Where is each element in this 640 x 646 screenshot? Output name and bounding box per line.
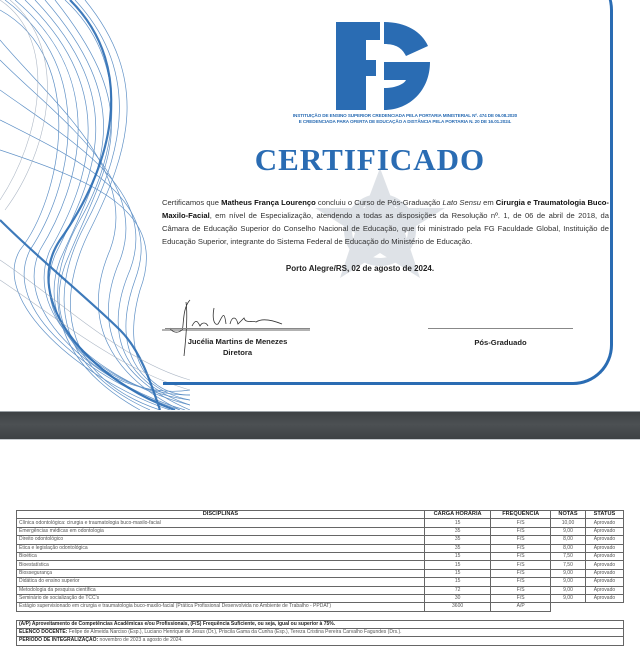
discipline-name: Bioestatística <box>17 561 425 569</box>
frequency: F/S <box>491 569 551 577</box>
director-role: Diretora <box>222 348 253 357</box>
table-row <box>17 569 624 577</box>
discipline-name: Bioética <box>17 552 425 560</box>
student-name: Matheus França Lourenço <box>221 198 316 207</box>
lato-sensu: Lato Sensu <box>442 198 481 207</box>
practice-row <box>17 603 624 611</box>
header-disciplinas: DISCIPLINAS <box>17 511 425 519</box>
header-carga-horaria: CARGA HORÁRIA <box>424 511 490 519</box>
table-row <box>17 594 624 602</box>
frequency: F/S <box>491 527 551 535</box>
table-row <box>17 536 624 544</box>
discipline-name: Metodologia da pesquisa científica <box>17 586 425 594</box>
legend-text: (A/P) Aproveitamento de Competências Acadêmicas e/ou Profissionais, (F/S) Frequência Suficiente, ou seja, igual ou superior à 75%. <box>19 621 336 627</box>
discipline-name: Biossegurança <box>17 569 425 577</box>
period-label: PERÍODO DE INTEGRALIZAÇÃO: <box>19 637 99 644</box>
status: Aprovado <box>585 527 623 535</box>
discipline-name: Ética e legislação odontológica <box>17 544 425 552</box>
status: Aprovado <box>585 586 623 594</box>
period-value: novembro de 2023 a agosto de 2024. <box>98 637 183 644</box>
graduate-label: Pós-Graduado <box>474 338 527 347</box>
accreditation-text <box>255 113 555 125</box>
table-row <box>17 578 624 586</box>
faculty-list: Felipe de Almeida Narciso (Esp.), Luciano Henrique de Jesus (Dr.), Priscila Gama da Cunha (Esp.), Tereza Cristina Pereira Carvalho Fagundes (Drs.). <box>67 629 402 636</box>
grade: 9,00 <box>551 586 586 594</box>
table-header-row <box>17 511 624 519</box>
faculty-note <box>16 629 624 637</box>
faculty-label: ELENCO DOCENTE: <box>19 629 68 636</box>
table-row <box>17 544 624 552</box>
transcript-table <box>16 510 624 612</box>
grade: 7,50 <box>551 561 586 569</box>
practice-name: Estágio supervisionado em cirurgia e traumatologia buco-maxilo-facial (Prática Profissional Desenvolvida no Ambiente de Trabalho - PPDAT) <box>17 603 425 611</box>
body-text-3: em <box>480 198 496 207</box>
header-status: STATUS <box>585 511 623 519</box>
header-frequencia: FREQUÊNCIA <box>491 511 551 519</box>
legend-note <box>16 620 624 629</box>
empty-cell <box>551 603 624 611</box>
table-row <box>17 561 624 569</box>
hours: 35 <box>424 527 490 535</box>
frequency: F/S <box>491 594 551 602</box>
frequency: F/S <box>491 561 551 569</box>
status: Aprovado <box>585 594 623 602</box>
grade: 9,00 <box>551 594 586 602</box>
grade: 8,00 <box>551 536 586 544</box>
body-text-2: concluiu o Curso de Pós-Graduação <box>315 198 443 207</box>
status: Aprovado <box>585 552 623 560</box>
table-row <box>17 586 624 594</box>
frequency: F/S <box>491 578 551 586</box>
table-row <box>17 527 624 535</box>
fg-logo <box>336 22 430 110</box>
practice-frequency: A/P <box>491 603 551 611</box>
transcript-notes <box>16 620 624 646</box>
discipline-name: Emergências médicas em odontologia <box>17 527 425 535</box>
hours: 72 <box>424 586 490 594</box>
hours: 15 <box>424 578 490 586</box>
hours: 30 <box>424 594 490 602</box>
body-text-4: , em nível de Especialização, atendendo a todas as disposições da Resolução nº. 1, de 06 de abril de 2018, da Câmara de Educação Superior do Conselho Nacional de Educação, que foi ministrado pela FG Faculdade Global, Instituição de Educação Superior, integrante do Sistema Federal de Educação do Ministério de Educação. <box>162 211 609 246</box>
period-note <box>16 637 624 645</box>
hours: 35 <box>424 536 490 544</box>
hours: 15 <box>424 519 490 527</box>
status: Aprovado <box>585 578 623 586</box>
certificate-body <box>162 196 609 248</box>
status: Aprovado <box>585 519 623 527</box>
status: Aprovado <box>585 569 623 577</box>
header-notas: NOTAS <box>551 511 586 519</box>
hours: 15 <box>424 561 490 569</box>
accreditation-line-1: INSTITUIÇÃO DE ENSINO SUPERIOR CREDENCIADA PELA PORTARIA MINISTERIAL Nº. 474 DE 06.08.2020 <box>292 113 518 118</box>
frequency: F/S <box>491 536 551 544</box>
hours: 15 <box>424 552 490 560</box>
course-name: Cirurgia e Traumatologia Buco-Maxilo-Facial <box>162 198 609 220</box>
discipline-name: Didática do ensino superior <box>17 578 425 586</box>
grade: 9,00 <box>551 578 586 586</box>
frequency: F/S <box>491 519 551 527</box>
hours: 35 <box>424 544 490 552</box>
body-text-1: Certificamos que <box>162 198 222 207</box>
grade: 9,00 <box>551 527 586 535</box>
director-name: Jucélia Martins de Menezes <box>187 337 288 346</box>
graduate-signature-line <box>428 328 573 329</box>
frequency: F/S <box>491 544 551 552</box>
table-row <box>17 519 624 527</box>
status: Aprovado <box>585 544 623 552</box>
place-date: Porto Alegre/RS, 02 de agosto de 2024. <box>285 264 435 273</box>
director-signature-line <box>165 328 310 329</box>
page-separator-bar <box>0 411 640 440</box>
grade: 8,00 <box>551 544 586 552</box>
practice-hours: 3600 <box>424 603 490 611</box>
table-row <box>17 552 624 560</box>
frequency: F/S <box>491 552 551 560</box>
discipline-name: Clínica odontológica: cirurgia e traumatologia buco-maxilo-facial <box>17 519 425 527</box>
accreditation-line-2: E CREDENCIADA PARA OFERTA DE EDUCAÇÃO A DISTÂNCIA PELA PORTARIA N. 20 DE 16.01.2024. <box>298 119 512 124</box>
grade: 10,00 <box>551 519 586 527</box>
hours: 15 <box>424 569 490 577</box>
discipline-name: Direito odontológico <box>17 536 425 544</box>
grade: 9,00 <box>551 569 586 577</box>
status: Aprovado <box>585 561 623 569</box>
frequency: F/S <box>491 586 551 594</box>
certificate-title: CERTIFICADO <box>254 142 486 177</box>
status: Aprovado <box>585 536 623 544</box>
discipline-name: Seminário de socialização de TCC's <box>17 594 425 602</box>
grade: 7,50 <box>551 552 586 560</box>
